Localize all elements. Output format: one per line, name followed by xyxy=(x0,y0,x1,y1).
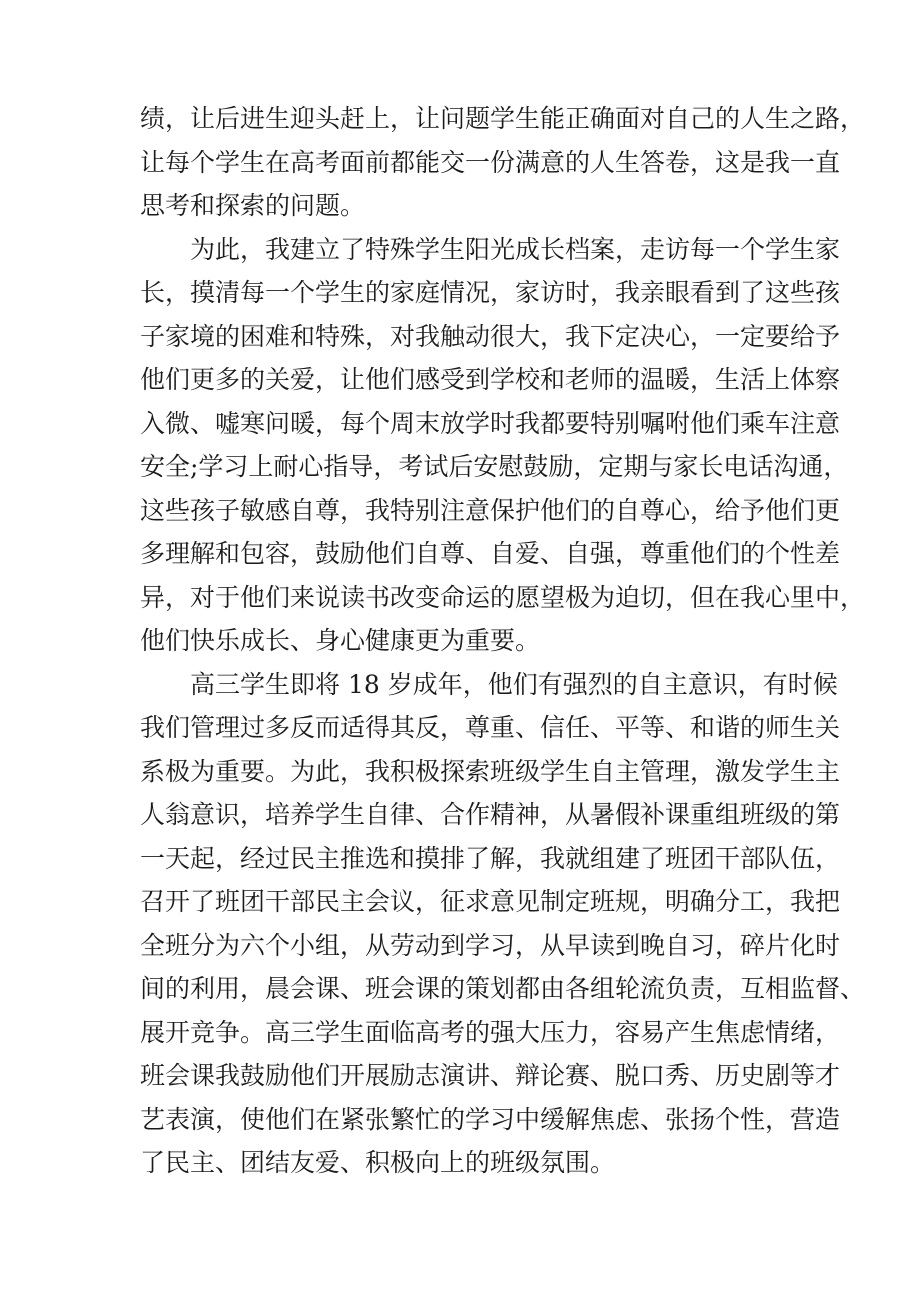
text-line: 了民主、团结友爱、积极向上的班级氛围。 xyxy=(140,1148,616,1178)
text-line: 召开了班团干部民主会议，征求意见制定班规，明确分工，我把 xyxy=(140,887,841,917)
text-line: 间的利用，晨会课、班会课的策划都由各组轮流负责，互相监督、 xyxy=(140,974,866,1004)
text-line: 展开竞争。高三学生面临高考的强大压力，容易产生焦虑情绪， xyxy=(140,1017,841,1047)
text-line: 长，摸清每一个学生的家庭情况，家访时，我亲眼看到了这些孩 xyxy=(140,278,841,308)
text-line: 他们快乐成长、身心健康更为重要。 xyxy=(140,626,541,656)
text-line: 全班分为六个小组，从劳动到学习，从早读到晚自习，碎片化时 xyxy=(140,930,841,960)
text-line: 高三学生即将 18 岁成年，他们有强烈的自主意识，有时候 xyxy=(190,669,838,699)
text-line: 多理解和包容，鼓励他们自尊、自爱、自强，尊重他们的个性差 xyxy=(140,539,841,569)
text-line: 一天起，经过民主推选和摸排了解，我就组建了班团干部队伍， xyxy=(140,843,841,873)
text-line: 系极为重要。为此，我积极探索班级学生自主管理，激发学生主 xyxy=(140,756,841,786)
text-line: 班会课我鼓励他们开展励志演讲、辩论赛、脱口秀、历史剧等才 xyxy=(140,1061,841,1091)
document-page xyxy=(140,97,866,1185)
text-line: 我们管理过多反而适得其反，尊重、信任、平等、和谐的师生关 xyxy=(140,713,841,743)
text-line: 入微、嘘寒问暖，每个周末放学时我都要特别嘱咐他们乘车注意 xyxy=(140,408,841,438)
text-line: 让每个学生在高考面前都能交一份满意的人生答卷，这是我一直 xyxy=(140,147,841,177)
text-line: 绩，让后进生迎头赶上，让问题学生能正确面对自己的人生之路， xyxy=(140,104,866,133)
text-line: 异，对于他们来说读书改变命运的愿望极为迫切，但在我心里中， xyxy=(140,582,866,612)
text-line: 人翁意识，培养学生自律、合作精神，从暑假补课重组班级的第 xyxy=(140,800,841,830)
text-line: 为此，我建立了特殊学生阳光成长档案，走访每一个学生家 xyxy=(190,234,841,264)
text-line: 他们更多的关爱，让他们感受到学校和老师的温暖，生活上体察 xyxy=(140,365,841,395)
text-line: 这些孩子敏感自尊，我特别注意保护他们的自尊心，给予他们更 xyxy=(140,495,841,525)
text-line: 安全;学习上耐心指导，考试后安慰鼓励，定期与家长电话沟通， xyxy=(140,452,849,482)
text-line: 子家境的困难和特殊，对我触动很大，我下定决心，一定要给予 xyxy=(140,321,841,351)
text-line: 艺表演，使他们在紧张繁忙的学习中缓解焦虑、张扬个性，营造 xyxy=(140,1104,841,1134)
text-line: 思考和探索的问题。 xyxy=(140,191,366,221)
